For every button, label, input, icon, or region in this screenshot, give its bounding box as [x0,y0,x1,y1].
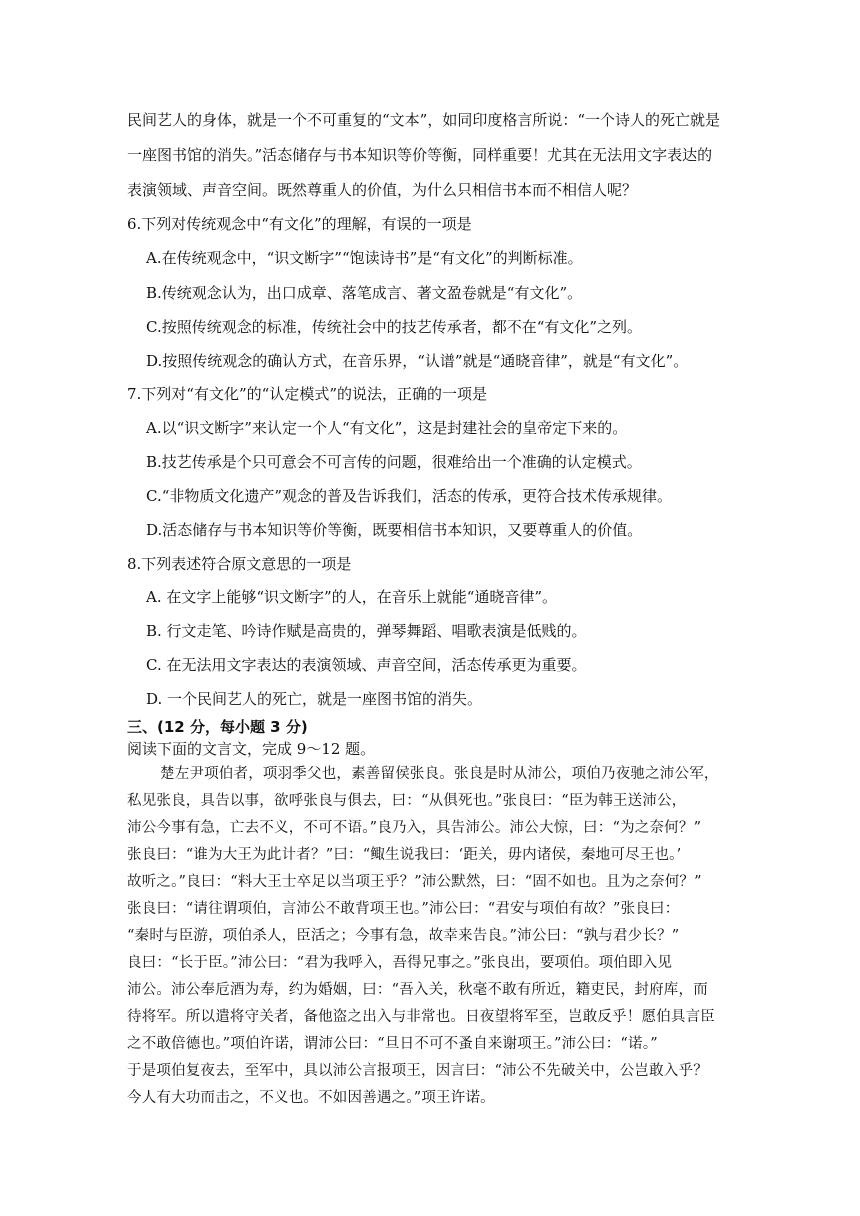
question-8-option-d: D. 一个民间艺人的死亡，就是一座图书馆的消失。 [146,690,483,708]
intro-line: 民间艺人的身体，就是一个不可重复的“文本”，如同印度格言所说：“一个诗人的死亡就是 [127,111,721,129]
passage-line: 楚左尹项伯者，项羽季父也，素善留侯张良。张良是时从沛公，项伯乃夜驰之沛公军， [160,766,719,782]
question-6-option-d: D.按照传统观念的确认方式，在音乐界，“认谱”就是“通晓音律”，就是“有文化”。 [146,352,689,370]
question-7-option-b: B.技艺传承是个只可意会不可言传的问题，很难给出一个准确的认定模式。 [146,453,642,471]
passage-line: “秦时与臣游，项伯杀人，臣活之；今事有急，故幸来告良。”沛公曰：“孰与君少长？” [127,928,680,944]
passage-line: 于是项伯复夜去，至军中，具以沛公言报项王，因言曰：“沛公不先破关中，公岂敢入乎？ [127,1063,708,1079]
question-8-option-b: B. 行文走笔、吟诗作赋是高贵的，弹琴舞蹈、唱歌表演是低贱的。 [146,622,587,640]
passage-line: 之不敢倍德也。”项伯许诺，谓沛公曰：“旦日不可不蚤自来谢项王。”沛公曰：“诺。” [127,1036,658,1052]
question-7-option-d: D.活态储存与书本知识等价等衡，既要相信书本知识，又要尊重人的价值。 [146,521,643,539]
passage-line: 沛公今事有急，亡去不义，不可不语。”良乃入，具告沛公。沛公大惊，曰：“为之奈何？” [127,820,702,836]
question-7-option-a: A.以“识文断字”来认定一个人“有文化”，这是封建社会的皇帝定下来的。 [146,419,628,437]
passage-line: 待将军。所以遣将守关者，备他盗之出入与非常也。日夜望将军至，岂敢反乎！愿伯具言臣 [127,1009,715,1025]
question-8-stem: 8.下列表述符合原文意思的一项是 [127,555,352,573]
question-6-option-c: C.按照传统观念的标准，传统社会中的技艺传承者，都不在“有文化”之列。 [146,318,643,336]
question-7-stem: 7.下列对“有文化”的“认定模式”的说法，正确的一项是 [127,385,487,403]
section-3-instruction: 阅读下面的文言文，完成 9～12 题。 [127,740,376,758]
passage-line: 今人有大功而击之，不义也。不如因善遇之。”项王许诺。 [127,1090,495,1106]
section-3-title: 三、(12 分，每小题 3 分) [127,718,308,736]
passage-line: 私见张良，具告以事，欲呼张良与俱去，曰：“从俱死也。”张良曰：“臣为韩王送沛公， [127,793,687,809]
intro-line: 一座图书馆的消失。”活态储存与书本知识等价等衡，同样重要！尤其在无法用文字表达的 [127,146,713,164]
passage-line: 故听之。”良曰：“料大王士卒足以当项王乎？”沛公默然，曰：“固不如也。且为之奈何？” [127,874,702,890]
passage-line: 张良曰：“请往谓项伯，言沛公不敢背项王也。”沛公曰：“君安与项伯有故？”张良曰： [127,901,680,917]
question-6-option-a: A.在传统观念中，“识文断字”“饱读诗书”是“有文化”的判断标准。 [146,249,583,267]
question-7-option-c: C.“非物质文化遗产”观念的普及告诉我们，活态的传承，更符合技术传承规律。 [146,487,673,505]
intro-line: 表演领域、声音空间。既然尊重人的价值，为什么只相信书本而不相信人呢？ [127,181,638,199]
passage-line: 良曰：“长于臣。”沛公曰：“君为我呼入，吾得兄事之。”张良出，要项伯。项伯即入见 [127,955,673,971]
passage-line: 沛公。沛公奉卮酒为寿，约为婚姻，曰：“吾入关，秋毫不敢有所近，籍吏民，封府库，而 [127,982,708,998]
question-6-stem: 6.下列对传统观念中“有文化”的理解，有误的一项是 [127,215,472,233]
question-8-option-a: A. 在文字上能够“识文断字”的人，在音乐上就能“通晓音律”。 [146,588,558,606]
question-8-option-c: C. 在无法用文字表达的表演领域、声音空间，活态传承更为重要。 [146,656,587,674]
passage-line: 张良曰：“谁为大王为此计者？”曰：“鲰生说我曰：‘距关，毋内诸侯，秦地可尽王也。’ [127,847,682,863]
question-6-option-b: B.传统观念认为，出口成章、落笔成言、著文盈卷就是“有文化”。 [146,284,583,302]
